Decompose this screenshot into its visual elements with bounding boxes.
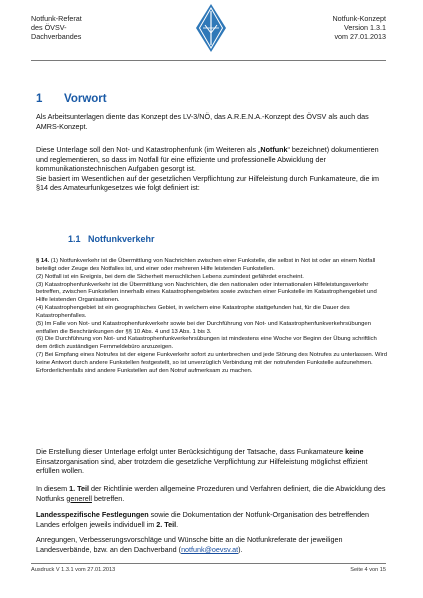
text-run-bold: keine [345, 447, 364, 456]
subsection-number: 1.1 [68, 234, 81, 244]
text-run-bold: Notfunk [260, 145, 288, 154]
header-right-line: vom 27.01.2013 [334, 32, 386, 42]
header-right-line: Notfunk-Konzept [332, 14, 386, 23]
footer-print-info: Ausdruck V 1.3.1 vom 27.01.2013 [31, 567, 116, 573]
law-label: § 14. [36, 258, 50, 264]
email-link[interactable]: notfunk@oevsv.at [181, 544, 239, 554]
part2-paragraph [36, 510, 388, 529]
intro-paragraph: Als Arbeitsunterlagen diente das Konzept des LV-3/NÖ, das A.R.E.N.A.-Konzept des ÖVSV als auch das AMRS-Konzept. [36, 112, 369, 131]
section-number: 1 [36, 93, 43, 105]
text-run: Die Erstellung dieser Unterlage erfolgt unter Berücksichtigung der Tatsache, dass Funkamateure [36, 447, 346, 456]
footer-divider [31, 563, 386, 564]
text-line: Sie basiert im Wesentlichen auf der gesetzlichen Verpflichtung zur Hilfeleistung durch Funkamateure, die im §14 des Amateurfunkgesetzes wie folgt definiert ist: [36, 173, 380, 193]
header-divider [31, 60, 386, 61]
subsection-heading [68, 234, 155, 244]
header-right [332, 14, 386, 42]
text-run-bold: 1. Teil [69, 484, 90, 493]
subsection-title: Notfunkverkehr [88, 234, 155, 244]
law-clause: (5) Im Falle von Not- und Katastrophenfunkverkehr sowie bei der Durchführung von Not- und Katastrophenfunkverkehrsübungen entfallen die Beschränkungen der §§ 10 Abs. 4 und 13 Abs. 1 bis 3. [36, 320, 371, 335]
text-run: . [176, 519, 179, 529]
law-clause: (3) Katastrophenfunkverkehr ist die Übermittlung von Nachrichten, die den nationalen oder internationalen Hilfeleistungsverkehr betreffen, zwischen Funkstellen innerhalb eines Katastrophengebietes sowie zwischen einer Funkstelle im Katastrophengebiet und Hilfe leistenden Organisationen. [36, 281, 377, 304]
section-heading [36, 93, 107, 105]
text-run: ). [238, 544, 243, 554]
header-left-line: Dachverbandes [31, 32, 82, 42]
oevsv-logo [195, 3, 227, 53]
feedback-paragraph [36, 535, 388, 554]
law-clause: (4) Katastrophengebiet ist ein geographisches Gebiet, in welchem eine Katastrophe stattgefunden hat, für die Dauer des Katastrophenfalles. [36, 305, 350, 319]
header-left-line: Notfunk-Referat [31, 14, 82, 23]
header-right-line: Version 1.3.1 [344, 23, 386, 33]
text-run: der Richtlinie werden allgemeine Prozeduren und Verfahren definiert, die die Abwicklung des Notfunks [36, 484, 386, 503]
law-clause: (7) Bei Empfang eines Notrufes ist der eigene Funkverkehr sofort zu unterbrechen und jede Störung des Notrufes zu unterlassen. Wird keine Antwort durch andere Funkstellen festgestellt, so ist unverzüglich Verbindung mit der notrufenden Funkstelle aufzunehmen. Erforderlichenfalls sind andere Funkstellen auf den Notruf aufmerksam zu machen. [36, 352, 388, 374]
text-run-bold: 2. Teil [156, 519, 177, 529]
law-clause: (6) Die Durchführung von Not- und Katastrophenfunkverkehrsübungen ist mindestens eine Woche vor Beginn der Übung schriftlich dem örtlich zuständigen Fernmeldebüro anzuzeigen. [36, 336, 377, 351]
law-text [36, 258, 388, 376]
organisation-paragraph [36, 447, 388, 476]
header-left [31, 14, 82, 42]
law-clause [36, 258, 388, 274]
purpose-paragraph [36, 145, 388, 193]
law-clause: (2) Notfall ist ein Ereignis, bei dem die Sicherheit menschlichen Lebens zumindest gefährdet erscheint. [36, 273, 304, 280]
law-clause-text: (1) Notfunkverkehr ist die Übermittlung von Nachrichten zwischen einer Funkstelle, die selbst in Not ist oder an einem Notfall beteiligt oder Zeuge des Notfalles ist, und einer oder mehreren Hilfe leistenden Funkstellen. [36, 258, 376, 272]
section-title: Vorwort [64, 93, 107, 105]
footer-page-number: Seite 4 von 15 [350, 567, 386, 573]
part1-paragraph [36, 484, 388, 503]
text-run: Diese Unterlage soll den Not- und Katastrophenfunk (im Weiteren als „ [36, 145, 261, 154]
text-run: Einsatzorganisation sind, aber trotzdem die gesetzliche Verpflichtung zur Hilfeleistung möglichst effizient erfüllen wollen. [36, 456, 368, 476]
text-run: sowie die Dokumentation der Notfunk-Organisation des betreffenden Landes erfolgen jeweils individuell im [36, 510, 370, 529]
header-left-line: des ÖVSV- [31, 23, 67, 33]
text-run: Anregungen, Verbesserungsvorschläge und Wünsche bitte an die Notfunkreferate der jeweiligen Landesverbände, bzw. an den Dachverband ( [36, 535, 343, 554]
text-run-bold: Landesspezifische Festlegungen [36, 510, 149, 519]
text-run: betreffen. [91, 493, 125, 503]
text-run: In diesem [36, 484, 70, 493]
text-run-underlined: generell [66, 493, 92, 503]
text-run: “ bezeichnet) dokumentieren und reglementieren, so dass im Notfall für eine effiziente und professionelle Abwicklung der kommunikationstechnischen Aufgaben gesorgt ist. [36, 145, 379, 174]
